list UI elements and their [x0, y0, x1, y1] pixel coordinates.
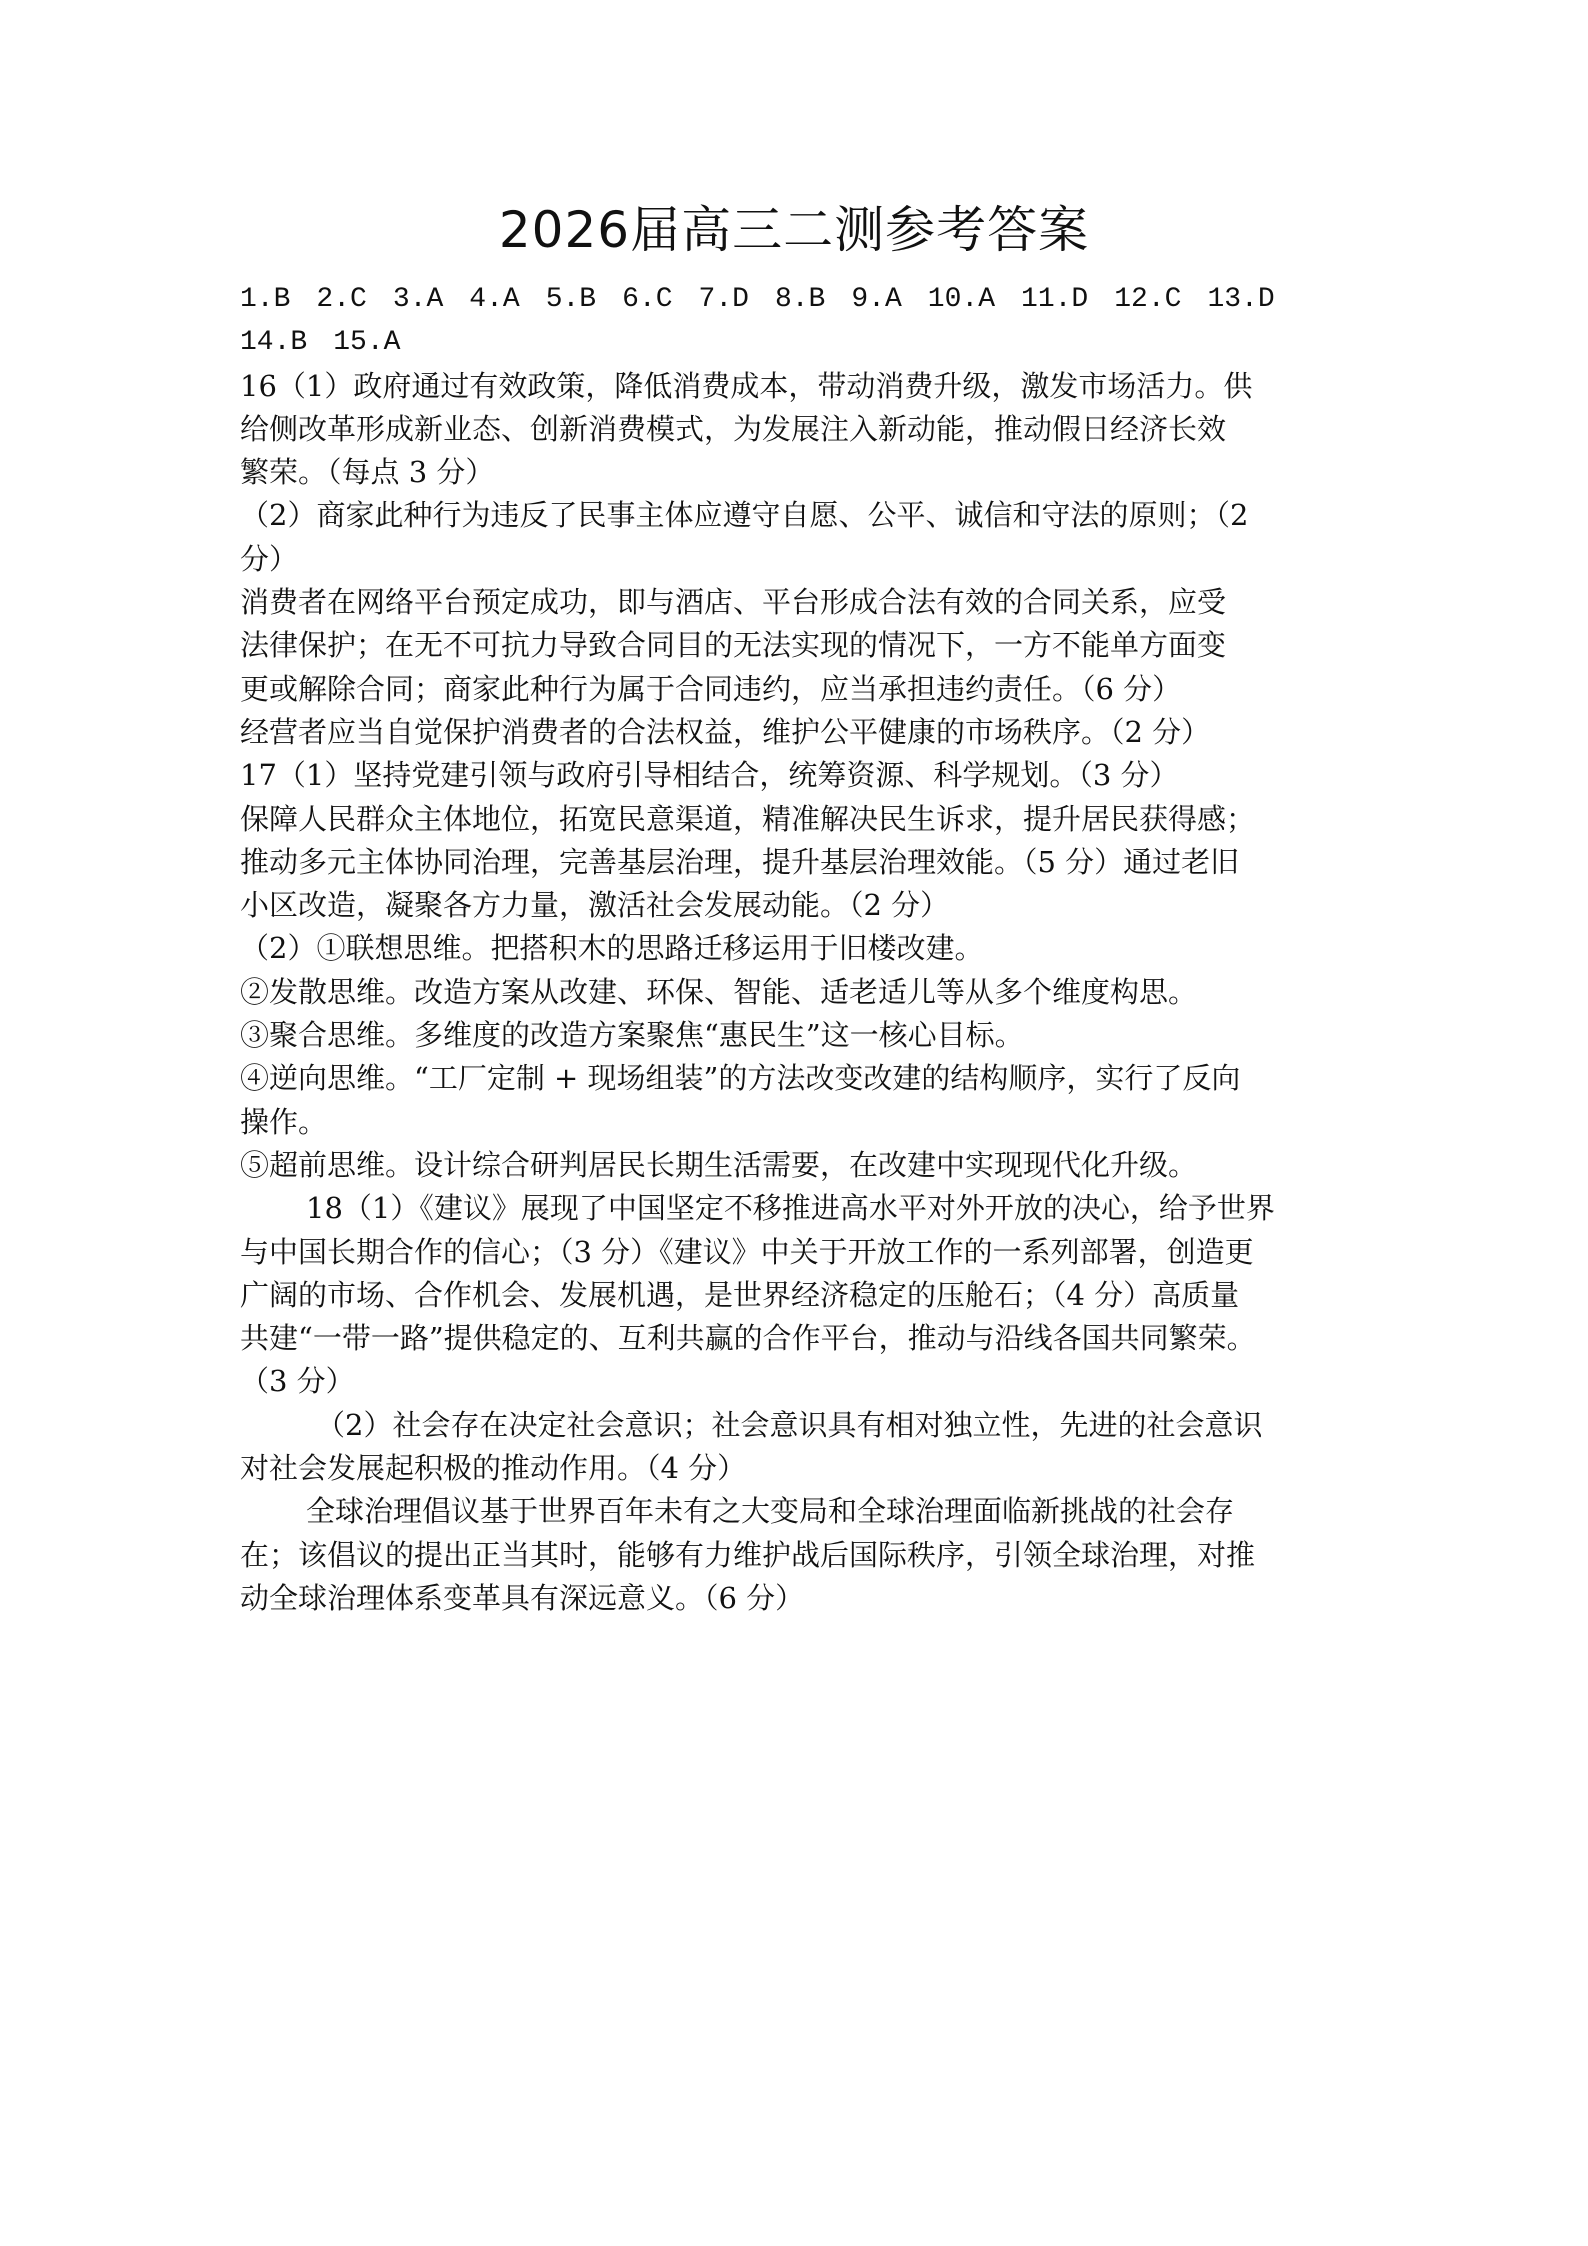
- choice-answer: 10.A: [927, 284, 996, 315]
- choice-answer: 9.A: [851, 284, 902, 315]
- answer-18-line: 共建“一带一路”提供稳定的、互利共赢的合作平台，推动与沿线各国共同繁荣。: [240, 1321, 1256, 1356]
- answer-16-line: （2）商家此种行为违反了民事主体应遵守自愿、公平、诚信和守法的原则；（2: [240, 498, 1249, 533]
- answer-16-line: 给侧改革形成新业态、创新消费模式，为发展注入新动能，推动假日经济长效: [240, 411, 1227, 446]
- answer-17-line: 保障人民群众主体地位，拓宽民意渠道，精准解决民生诉求，提升居民获得感；: [240, 801, 1256, 836]
- answer-18-line: 18（1）《建议》展现了中国坚定不移推进高水平对外开放的决心，给予世界: [306, 1191, 1275, 1226]
- choice-answer: 13.D: [1207, 284, 1275, 315]
- choice-answers-row-2: [240, 321, 1360, 364]
- answer-16-line: 16（1）政府通过有效政策，降低消费成本，带动消费升级，激发市场活力。供: [240, 368, 1253, 403]
- choice-answer: 7.D: [698, 284, 749, 315]
- answer-16-line: 分）: [240, 541, 299, 576]
- answer-18-line: 在；该倡议的提出正当其时，能够有力维护战后国际秩序，引领全球治理，对推: [240, 1537, 1256, 1572]
- choice-answer: 14.B: [240, 327, 308, 359]
- answer-17-line: ②发散思维。改造方案从改建、环保、智能、适老适儿等从多个维度构思。: [240, 974, 1198, 1009]
- answer-17-line: ④逆向思维。“工厂定制 + 现场组装”的方法改变改建的结构顺序，实行了反向: [240, 1061, 1241, 1096]
- choice-answer: 2.C: [316, 284, 367, 315]
- choice-answer: 1.B: [240, 284, 291, 315]
- answer-18-line: （2）社会存在决定社会意识；社会意识具有相对独立性，先进的社会意识: [316, 1407, 1263, 1442]
- page-title: 2026届高三二测参考答案: [498, 201, 1090, 259]
- answer-18-line: 与中国长期合作的信心；（3 分）《建议》中关于开放工作的一系列部署，创造更: [240, 1234, 1254, 1269]
- choice-answer: 3.A: [392, 284, 444, 315]
- choice-answer: 8.B: [774, 284, 826, 315]
- answer-16-line: 繁荣。（每点 3 分）: [240, 455, 495, 490]
- choice-answer: 4.A: [469, 284, 520, 315]
- choice-answer: 6.C: [622, 284, 673, 315]
- answer-18-line: 全球治理倡议基于世界百年未有之大变局和全球治理面临新挑战的社会存: [306, 1494, 1235, 1529]
- answer-17-line: ⑤超前思维。设计综合研判居民长期生活需要，在改建中实现现代化升级。: [240, 1147, 1198, 1182]
- choice-answer: 12.C: [1114, 284, 1182, 315]
- choice-answers-row-1: [240, 278, 1360, 321]
- answer-17-line: ③聚合思维。多维度的改造方案聚焦“惠民生”这一核心目标。: [240, 1018, 1024, 1053]
- choice-answer: 5.B: [545, 284, 597, 315]
- answer-16-line: 消费者在网络平台预定成功，即与酒店、平台形成合法有效的合同关系，应受: [240, 585, 1227, 620]
- answer-17-line: 17（1）坚持党建引领与政府引导相结合，统筹资源、科学规划。（3 分）: [240, 758, 1179, 793]
- answer-18-line: 广阔的市场、合作机会、发展机遇，是世界经济稳定的压舱石；（4 分）高质量: [240, 1277, 1240, 1312]
- answer-16-line: 法律保护；在无不可抗力导致合同目的无法实现的情况下，一方不能单方面变: [240, 628, 1227, 663]
- answer-17-line: 推动多元主体协同治理，完善基层治理，提升基层治理效能。（5 分）通过老旧: [240, 844, 1240, 879]
- answer-18-line: 对社会发展起积极的推动作用。（4 分）: [240, 1451, 747, 1486]
- answer-18-line: 动全球治理体系变革具有深远意义。（6 分）: [240, 1580, 805, 1615]
- answer-17-line: 操作。: [240, 1104, 328, 1139]
- answer-17-line: （2）①联想思维。把搭积木的思路迁移运用于旧楼改建。: [240, 931, 984, 966]
- answer-16-line: 更或解除合同；商家此种行为属于合同违约，应当承担违约责任。（6 分）: [240, 671, 1182, 706]
- answer-18-line: （3 分）: [240, 1364, 355, 1399]
- choice-answer: 11.D: [1021, 284, 1089, 315]
- choice-answer: 15.A: [333, 327, 401, 359]
- answer-16-line: 经营者应当自觉保护消费者的合法权益，维护公平健康的市场秩序。（2 分）: [240, 714, 1211, 749]
- answer-17-line: 小区改造，凝聚各方力量，激活社会发展动能。（2 分）: [240, 888, 950, 923]
- answer-body: [240, 278, 1360, 1620]
